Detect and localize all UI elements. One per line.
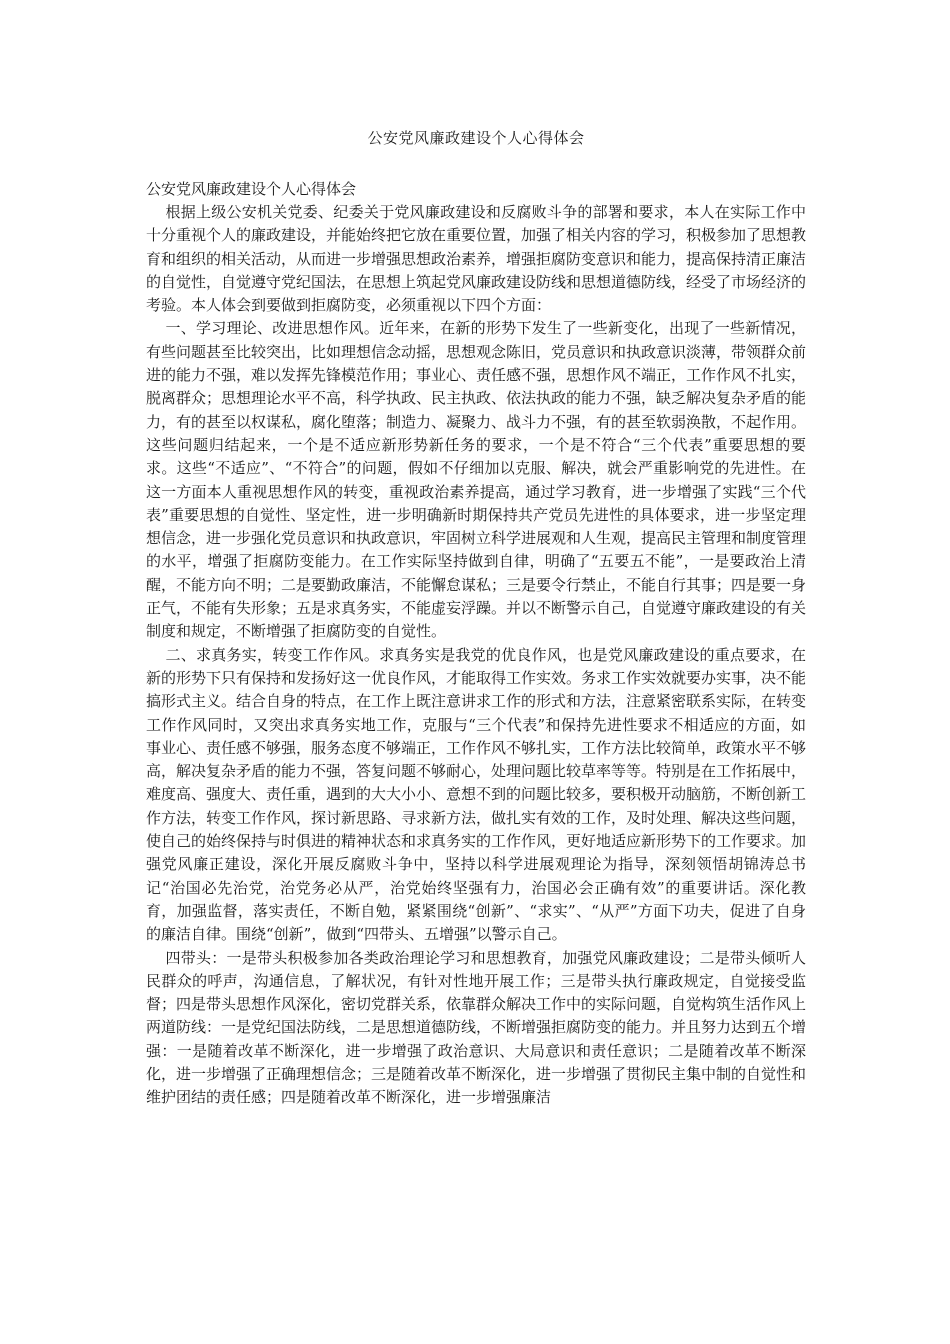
paragraph-section-two: 二、求真务实，转变工作作风。求真务实是我党的优良作风，也是党风廉政建设的重点要求，在新的形势下只有保持和发扬好这一优良作风，才能取得工作实效。务求工作实效就要办实事，决不能搞形式主义。结合自身的特点，在工作上既注意讲求工作的形式和方法，注意紧密联系实际，在转变工作作风同时，又突出求真务实地工作，克服与“三个代表”和保持先进性要求不相适应的方面，如事业心、责任感不够强，服务态度不够端正，工作作风不够扎实，工作方法比较简单，政策水平不够高，解决复杂矛盾的能力不强，答复问题不够耐心，处理问题比较草率等等。特别是在工作拓展中，难度高、强度大、责任重，遇到的大大小小、意想不到的问题比较多，要积极开动脑筋，不断创新工作方法，转变工作作风，探讨新思路、寻求新方法，做扎实有效的工作，及时处理、解决这些问题，使自己的始终保持与时俱进的精神状态和求真务实的工作作风，更好地适应新形势下的工作要求。加强党风廉正建设，深化开展反腐败斗争中，坚持以科学进展观理论为指导，深刻领悟胡锦涛总书记“治国必先治党，治党务必从严，治党始终坚强有力，治国必会正确有效”的重要讲话。深化教育，加强监督，落实责任，不断自勉，紧紧围绕“创新”、“求实”、“从严”方面下功夫，促进了自身的廉洁自律。围绕“创新”，做到“四带头、五增强”以警示自己。 — [146, 645, 807, 944]
document-title: 公安党风廉政建设个人心得体会 — [367, 129, 585, 147]
document-subtitle: 公安党风廉政建设个人心得体会 — [146, 180, 357, 198]
document-body — [146, 178, 806, 1110]
paragraph-four-leads: 四带头：一是带头积极参加各类政治理论学习和思想教育，加强党风廉政建设；二是带头倾听人民群众的呼声，沟通信息，了解状况，有针对性地开展工作；三是带头执行廉政规定，自觉接受监督；四是带头思想作风深化，密切党群关系，依靠群众解决工作中的实际问题，自觉构筑生活作风上两道防线：一是党纪国法防线，二是思想道德防线，不断增强拒腐防变的能力。并且努力达到五个增强：一是随着改革不断深化，进一步增强了政治意识、大局意识和责任意识；二是随着改革不断深化，进一步增强了正确理想信念；三是随着改革不断深化，进一步增强了贯彻民主集中制的自觉性和维护团结的责任感；四是随着改革不断深化，进一步增强廉洁 — [146, 948, 807, 1107]
paragraph-section-one: 一、学习理论、改进思想作风。近年来，在新的形势下发生了一些新变化，出现了一些新情况，有些问题甚至比较突出，比如理想信念动摇，思想观念陈旧，党员意识和执政意识淡薄，带领群众前进的能力不强，难以发挥先锋模范作用；事业心、责任感不强，思想作风不端正，工作作风不扎实，脱离群众；思想理论水平不高，科学执政、民主执政、依法执政的能力不强，缺乏解决复杂矛盾的能力，有的甚至以权谋私，腐化堕落；制造力、凝聚力、战斗力不强，有的甚至软弱涣散，不起作用。这些问题归结起来，一个是不适应新形势新任务的要求，一个是不符合“三个代表”重要思想的要求。这些“不适应”、“不符合”的问题，假如不仔细加以克服、解决，就会严重影响党的先进性。在这一方面本人重视思想作风的转变，重视政治素养提高，通过学习教育，进一步增强了实践“三个代表”重要思想的自觉性、坚定性，进一步明确新时期保持共产党员先进性的具体要求，进一步坚定理想信念，进一步强化党员意识和执政意识，牢固树立科学进展观和人生观，提高民主管理和制度管理的水平，增强了拒腐防变能力。在工作实际坚持做到自律，明确了“五要五不能”，一是要政治上清醒，不能方向不明；二是要勤政廉洁，不能懈怠谋私；三是要令行禁止，不能自行其事；四是要一身正气，不能有失形象；五是求真务实，不能虚妄浮躁。并以不断警示自己，自觉遵守廉政建设的有关制度和规定，不断增强了拒腐防变的自觉性。 — [146, 319, 807, 641]
paragraph-intro: 根据上级公安机关党委、纪委关于党风廉政建设和反腐败斗争的部署和要求，本人在实际工作中十分重视个人的廉政建设，并能始终把它放在重要位置，加强了相关内容的学习，积极参加了思想教育和组织的相关活动，从而进一步增强思想政治素养，增强拒腐防变意识和能力，提高保持清正廉洁的自觉性，自觉遵守党纪国法，在思想上筑起党风廉政建设防线和思想道德防线，经受了市场经济的考验。本人体会到要做到拒腐防变，必须重视以下四个方面： — [146, 203, 807, 315]
